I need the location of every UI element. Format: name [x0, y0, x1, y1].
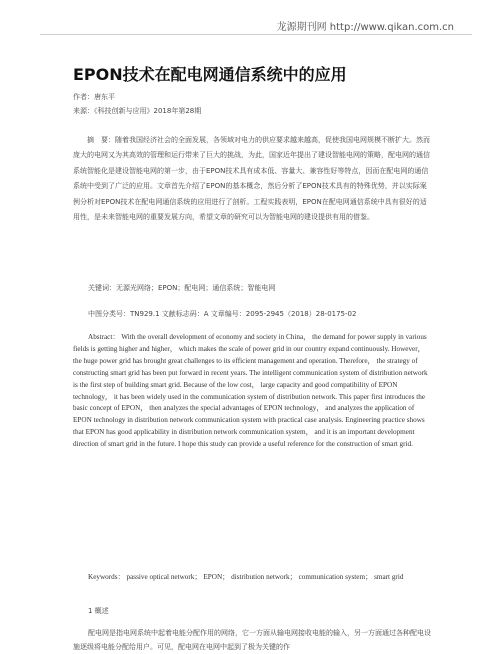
article-source: 来源：《科技创新与应用》2018年第28期 [73, 107, 202, 115]
site-link[interactable]: 龙源期刊网 http://www.qikan.com.cn [276, 22, 454, 33]
keywords-cn: 关键词：无源光网络；EPON；配电网；通信系统；智能电网 [88, 284, 276, 292]
classification: 中图分类号：TN929.1 文献标志码：A 文章编号：2095-2945（2018）28-0175-02 [88, 310, 357, 318]
keywords-en-text: Keywords： passive optical network； EPON； distribution network； communication system； smart grid [88, 573, 404, 581]
abstract-cn-text: 摘 要：随着我国经济社会的全面发展，各领域对电力的供应要求越来越高，促使我国电网规模不断扩大。然而庞大的电网又为其高效的管理和运行带来了巨大的挑战，为此，国家近年提出了建设智能电网的策略，配电网的通信系统智能化是建设智能电网的第一步，由于EPON技术具有成本低、容量大、兼容性好等特点，因而在配电网的通信系统中受到了广泛的应用。文章首先介绍了EPON的基本概念，然后分析了EPON技术具有的特殊优势，并以实际案例分析对EPON技术在配电网通信系统的应用进行了剖析。工程实践表明，EPON在配电网通信系统中具有很好的适用性，是未来智能电网的重要发展方向，希望文章的研究可以为智能电网的建设提供有用的借鉴。 [73, 136, 430, 222]
abstract-en-text: Abstract： With the overall development of economy and society in China， the demand for power supply in various fields is getting higher and higher， which makes the scale of power grid in our country expand continuously. However， the huge power grid has brought great challenges to its efficient management and operation. Therefore， the strategy of constructing smart grid has been put forward in recent years. The intelligent communication system of distribution network is the first step of building smart grid. Because of the low cost， large capacity and good compatibility of EPON technology， it has been widely used in the communication system of distribution network. This paper first introduces the basic concept of EPON， then analyzes the special advantages of EPON technology， and analyzes the application of EPON technology in distribution network communication system with practical case analysis. Engineering practice shows that EPON has good applicability in distribution network communication system， and it is an important development direction of smart grid in the future. I hope this study can provide a useful reference for the construction of smart grid. [73, 333, 428, 449]
body-text [73, 626, 433, 654]
abstract-en [73, 332, 433, 451]
article-author: 作者：唐东平 [73, 93, 115, 101]
keywords-en [73, 570, 433, 585]
article-title: EPON技术在配电网通信系统中的应用 [73, 65, 347, 84]
abstract-cn [73, 133, 431, 225]
site-header [277, 18, 454, 33]
header-rule [40, 34, 472, 35]
body-paragraph: 配电网是指电网系统中起着电能分配作用的网络，它一方面从输电网接收电能的输入，另一方面通过各种配电设施逐级将电能分配给用户。可见，配电网在电网中起到了极为关键的作 [73, 629, 431, 651]
section-title: 1 概述 [88, 607, 109, 615]
